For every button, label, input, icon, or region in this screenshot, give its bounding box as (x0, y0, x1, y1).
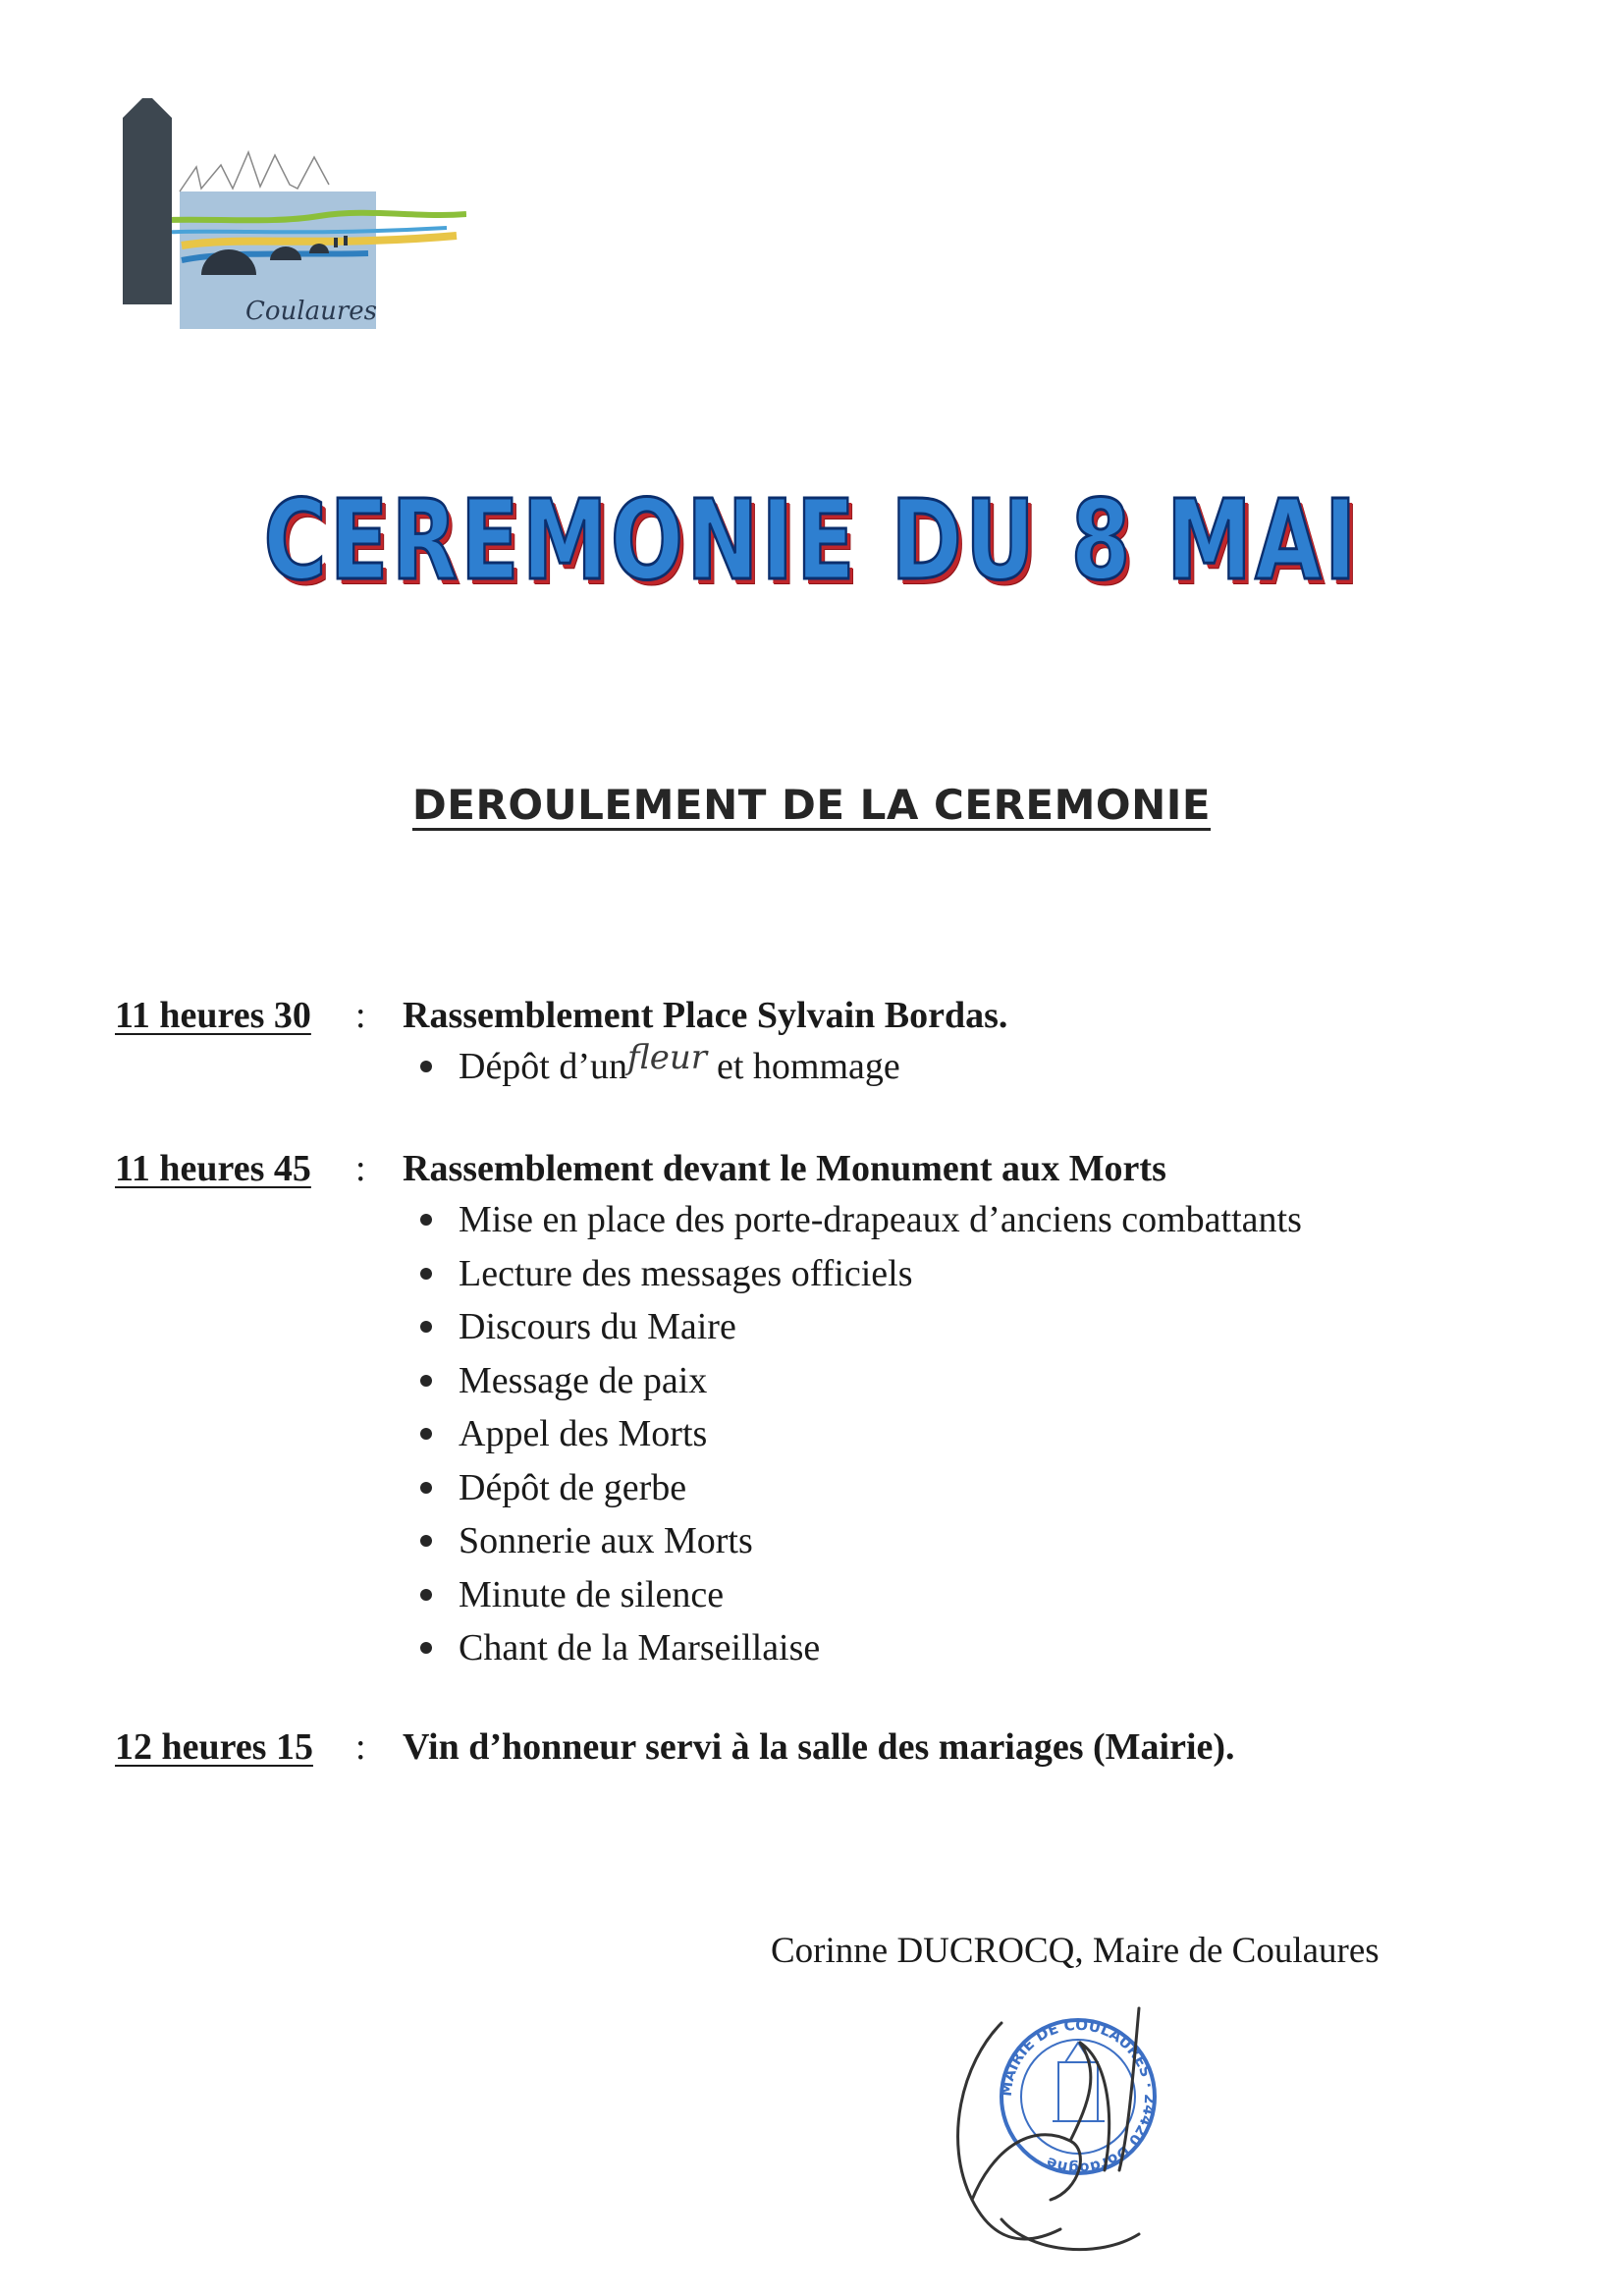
bullet-icon (420, 1061, 432, 1072)
bullet-icon (420, 1589, 432, 1601)
section-heading (0, 781, 1623, 829)
list-item-text: Dépôt de gerbe (459, 1466, 687, 1508)
list-item-text: Mise en place des porte-drapeaux d’anciens combattants (459, 1199, 1302, 1240)
time-separator: : (355, 1726, 366, 1768)
list-item-text: Dépôt d’un (459, 1046, 628, 1087)
list-item-text: Message de paix (459, 1359, 708, 1401)
time-3: 12 heures 15 (115, 1726, 313, 1768)
list-item (420, 1247, 1302, 1301)
time-1: 11 heures 30 (115, 995, 311, 1036)
time-2: 11 heures 45 (115, 1148, 311, 1189)
list-item-text: Lecture des messages officiels (459, 1252, 913, 1294)
signature-stamp-image (943, 2003, 1217, 2278)
list-item (420, 1300, 1302, 1354)
event-heading-3: Vin d’honneur servi à la salle des mariages (Mairie). (403, 1726, 1235, 1768)
list-item-text: Appel des Morts (459, 1413, 708, 1454)
coulaures-logo (123, 98, 466, 339)
list-item-text: Sonnerie aux Morts (459, 1520, 753, 1561)
list-item (420, 1407, 1302, 1461)
bullet-icon (420, 1535, 432, 1547)
bullet-icon (420, 1482, 432, 1494)
event-list-2 (420, 1193, 1302, 1675)
bullet-icon (420, 1375, 432, 1387)
bullet-icon (420, 1642, 432, 1654)
list-item (420, 1193, 1302, 1247)
list-item (420, 1514, 1302, 1568)
list-item (420, 1354, 1302, 1408)
list-item-text: Minute de silence (459, 1573, 725, 1615)
list-item-text: Chant de la Marseillaise (459, 1627, 821, 1668)
list-item (420, 1040, 900, 1094)
event-heading-2: Rassemblement devant le Monument aux Morts (403, 1148, 1166, 1189)
handwritten-word: fleur (627, 1038, 707, 1077)
bullet-icon (420, 1321, 432, 1333)
bullet-icon (420, 1214, 432, 1226)
bullet-icon (420, 1428, 432, 1440)
list-item (420, 1461, 1302, 1515)
page-title: CEREMONIE DU 8 MAI (263, 477, 1360, 605)
list-item (420, 1568, 1302, 1622)
list-item-text: et hommage (716, 1046, 900, 1087)
stamp-text: MAIRIE DE COULAURES · 24420 Dordogne (997, 2015, 1160, 2178)
signature-line: Corinne DUCROCQ, Maire de Coulaures (771, 1931, 1380, 1971)
list-item-text: Discours du Maire (459, 1306, 736, 1347)
section-heading-text: DEROULEMENT DE LA CEREMONIE (411, 781, 1212, 829)
list-item (420, 1621, 1302, 1675)
event-heading-1: Rassemblement Place Sylvain Bordas. (403, 995, 1008, 1036)
logo-text: Coulaures (245, 297, 378, 326)
event-list-1 (420, 1040, 900, 1094)
bullet-icon (420, 1268, 432, 1280)
time-separator: : (355, 1148, 366, 1189)
time-separator: : (355, 995, 366, 1036)
